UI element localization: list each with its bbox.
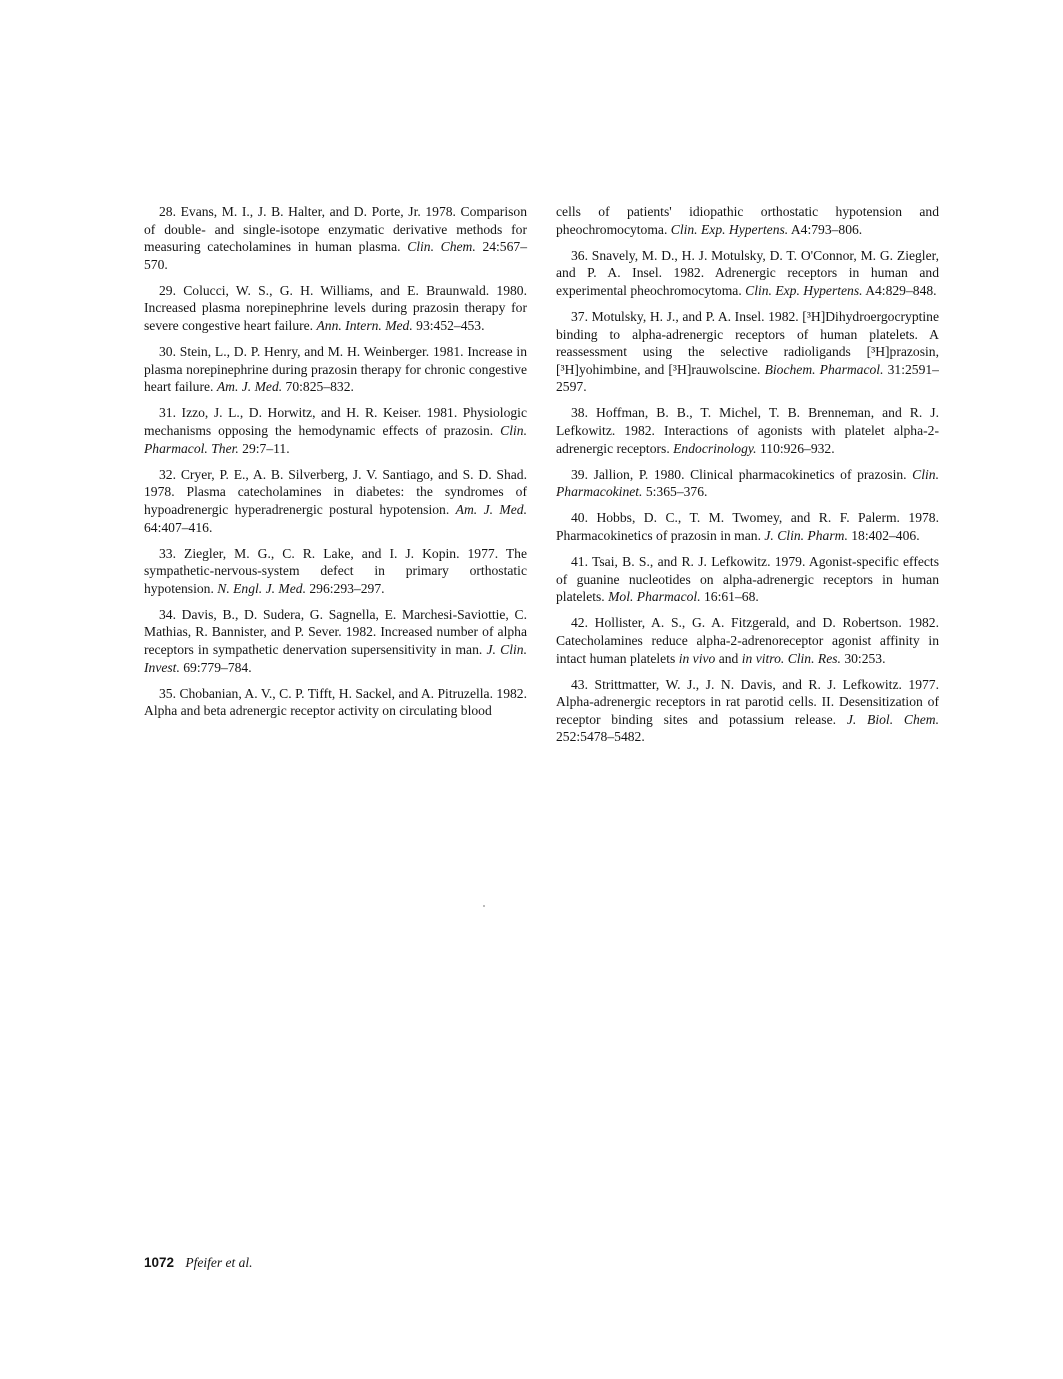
citation-volume-pages: A4:793–806. bbox=[788, 221, 863, 237]
journal-name: Am. J. Med. bbox=[216, 379, 283, 395]
reference-entry bbox=[556, 509, 939, 544]
reference-text: 35. Chobanian, A. V., C. P. Tifft, H. Sackel, and A. Pitruzella. 1982. Alpha and beta adrenergic receptor activity on circulating blood bbox=[144, 685, 527, 719]
reference-text: 34. Davis, B., D. Sudera, G. Sagnella, E. Marchesi-Saviottie, C. Mathias, R. Bannister, and P. Sever. 1982. Increased number of alpha receptors in sympathetic denervation supersensitivity in man. bbox=[144, 606, 527, 658]
citation-volume-pages: 70:825–832. bbox=[282, 379, 354, 395]
reference-entry bbox=[556, 614, 939, 667]
citation-volume-pages: 30:253. bbox=[840, 650, 886, 666]
left-column bbox=[144, 203, 527, 728]
reference-text: 31. Izzo, J. L., D. Horwitz, and H. R. Keiser. 1981. Physiologic mechanisms opposing the hemodynamic effects of prazosin. bbox=[144, 405, 527, 439]
journal-name: Endocrinology. bbox=[673, 440, 757, 456]
reference-entry bbox=[144, 606, 527, 676]
citation-volume-pages: 24:567–570. bbox=[144, 239, 527, 272]
journal-name: Clin. Pharmacol. Ther. bbox=[144, 423, 527, 456]
reference-text: 36. Snavely, M. D., H. J. Motulsky, D. T. O'Connor, M. G. Ziegler, and P. A. Insel. 1982. Adrenergic receptors in human and experimental pheochromocytoma. bbox=[556, 247, 939, 298]
reference-entry bbox=[144, 282, 527, 335]
reference-entry bbox=[556, 466, 939, 501]
reference-text: 38. Hoffman, B. B., T. Michel, T. B. Brenneman, and R. J. Lefkowitz. 1982. Interactions of agonists with platelet alpha-2-adrenergic receptors. bbox=[556, 405, 939, 456]
reference-entry bbox=[556, 247, 939, 300]
reference-text: 40. Hobbs, D. C., T. M. Twomey, and R. F. Palerm. 1978. Pharmacokinetics of prazosin in man. bbox=[556, 510, 939, 543]
journal-name: N. Engl. J. Med. bbox=[217, 580, 306, 596]
reference-entry bbox=[556, 553, 939, 606]
journal-name: Clin. Chem. bbox=[407, 239, 476, 255]
citation-volume-pages: 296:293–297. bbox=[305, 580, 385, 596]
reference-entry bbox=[556, 676, 939, 746]
reference-entry bbox=[144, 466, 527, 536]
journal-name: Am. J. Med. bbox=[455, 501, 527, 517]
reference-text: and bbox=[715, 650, 742, 666]
reference-text: cells of patients' idiopathic orthostatic hypotension and pheochromocytoma. bbox=[556, 204, 939, 237]
journal-name: J. Biol. Chem. bbox=[846, 711, 939, 727]
journal-name: Ann. Intern. Med. bbox=[316, 318, 413, 334]
reference-text: 28. Evans, M. I., J. B. Halter, and D. Porte, Jr. 1978. Comparison of double- and single-isotope enzymatic derivative methods for measuring catecholamines in human plasma. bbox=[144, 204, 527, 255]
citation-volume-pages: 5:365–376. bbox=[642, 484, 708, 500]
stray-mark bbox=[483, 905, 485, 907]
journal-name: J. Clin. Invest. bbox=[144, 642, 527, 675]
page-footer bbox=[144, 1255, 253, 1271]
journal-name: Clin. Exp. Hypertens. bbox=[670, 221, 789, 237]
right-column bbox=[556, 203, 939, 755]
reference-text: 37. Motulsky, H. J., and P. A. Insel. 1982. [³H]Dihydroergocryptine binding to alpha-adrenergic receptors of human platelets. A reassessment using the selective radioligands [³H]prazosin, [³H]yohimbine, and [³H]rauwolscine. bbox=[556, 308, 939, 377]
journal-name: Clin. Exp. Hypertens. bbox=[745, 282, 863, 298]
citation-volume-pages: 31:2591–2597. bbox=[556, 361, 939, 395]
citation-volume-pages: 93:452–453. bbox=[412, 318, 485, 334]
journal-name: in vivo bbox=[678, 650, 716, 666]
reference-text: 30. Stein, L., D. P. Henry, and M. H. Weinberger. 1981. Increase in plasma norepinephrine during prazosin therapy for chronic congestive heart failure. bbox=[144, 344, 527, 395]
running-author: Pfeifer et al. bbox=[185, 1255, 253, 1270]
citation-volume-pages: 69:779–784. bbox=[179, 659, 252, 675]
reference-text: 39. Jallion, P. 1980. Clinical pharmacokinetics of prazosin. bbox=[571, 466, 913, 482]
reference-entry bbox=[144, 203, 527, 273]
reference-text: 32. Cryer, P. E., A. B. Silverberg, J. V. Santiago, and S. D. Shad. 1978. Plasma catecholamines in diabetes: the syndromes of hypoadrenergic hyperadrenergic postural hypotension. bbox=[144, 466, 527, 517]
reference-text: 43. Strittmatter, W. J., J. N. Davis, and R. J. Lefkowitz. 1977. Alpha-adrenergic receptors in rat parotid cells. II. Desensitization of receptor binding sites and potassium release. bbox=[556, 676, 939, 727]
citation-volume-pages: A4:829–848. bbox=[862, 282, 937, 298]
journal-name: Biochem. Pharmacol. bbox=[764, 361, 884, 377]
citation-volume-pages: 18:402–406. bbox=[847, 528, 920, 543]
journal-name: Mol. Pharmacol. bbox=[608, 589, 701, 605]
journal-name: in vitro. Clin. Res. bbox=[741, 650, 841, 666]
citation-volume-pages: 16:61–68. bbox=[700, 589, 759, 605]
reference-entry bbox=[144, 685, 527, 720]
citation-volume-pages: 64:407–416. bbox=[144, 519, 213, 535]
reference-text: 33. Ziegler, M. G., C. R. Lake, and I. J. Kopin. 1977. The sympathetic-nervous-system defect in primary orthostatic hypotension. bbox=[144, 545, 527, 596]
reference-entry bbox=[556, 404, 939, 457]
reference-text: 42. Hollister, A. S., G. A. Fitzgerald, and D. Robertson. 1982. Catecholamines reduce alpha-2-adrenoreceptor agonist affinity in intact human platelets bbox=[556, 615, 939, 666]
citation-volume-pages: 29:7–11. bbox=[238, 440, 290, 456]
journal-name: Clin. Pharmacokinet. bbox=[556, 466, 939, 500]
reference-entry bbox=[144, 404, 527, 457]
reference-entry bbox=[556, 203, 939, 238]
citation-volume-pages: 110:926–932. bbox=[756, 440, 835, 456]
reference-entry bbox=[556, 308, 939, 396]
citation-volume-pages: 252:5478–5482. bbox=[556, 729, 645, 745]
reference-text: 29. Colucci, W. S., G. H. Williams, and E. Braunwald. 1980. Increased plasma norepinephrine levels during prazosin therapy for severe congestive heart failure. bbox=[144, 282, 527, 334]
reference-entry bbox=[144, 545, 527, 598]
page-number: 1072 bbox=[144, 1255, 175, 1270]
reference-text: 41. Tsai, B. S., and R. J. Lefkowitz. 1979. Agonist-specific effects of guanine nucleotides on alpha-adrenergic receptors in human platelets. bbox=[556, 554, 939, 605]
journal-name: J. Clin. Pharm. bbox=[764, 528, 848, 543]
reference-entry bbox=[144, 343, 527, 396]
